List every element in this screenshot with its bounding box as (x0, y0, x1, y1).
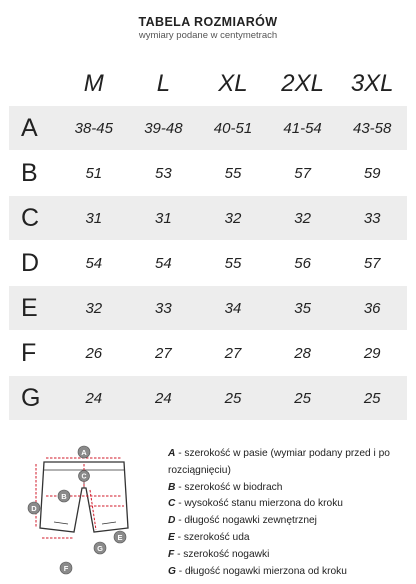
size-column-header: M (83, 70, 104, 97)
legend-text: - szerokość w biodrach (175, 481, 283, 493)
legend-letter: E (168, 531, 175, 543)
table-cell: 36 (363, 299, 381, 317)
table-cell: 32 (294, 209, 311, 227)
row-label: B (21, 158, 38, 187)
table-row (9, 106, 407, 150)
size-table (9, 62, 407, 421)
table-cell: 41-54 (283, 119, 322, 137)
legend-text: - wysokość stanu mierzona do kroku (175, 498, 343, 510)
legend-text: - szerokość nogawki (174, 548, 270, 560)
table-cell: 39-48 (144, 119, 183, 137)
table-cell: 54 (85, 254, 103, 272)
row-label: A (21, 113, 38, 142)
legend-text: - szerokość w pasie (wymiar podany przed i po rozciągnięciu) (168, 448, 390, 476)
svg-text:C: C (81, 473, 87, 481)
svg-text:D: D (31, 503, 37, 513)
row-label: F (21, 338, 37, 367)
table-cell: 32 (85, 299, 103, 317)
marker-c (79, 471, 90, 482)
size-column-header: XL (218, 70, 248, 97)
svg-text:A: A (81, 447, 87, 457)
table-cell: 33 (363, 209, 381, 227)
measurement-legend (168, 446, 408, 580)
shorts-measurement-diagram (24, 440, 144, 580)
table-cell: 28 (294, 344, 311, 362)
table-cell: 55 (224, 164, 242, 182)
legend-letter: A (168, 448, 176, 459)
table-cell: 40-51 (213, 119, 253, 137)
row-label: D (21, 248, 40, 277)
table-cell: 43-58 (352, 119, 392, 137)
svg-text:F: F (63, 563, 69, 573)
table-row (9, 241, 407, 285)
table-cell: 26 (85, 344, 103, 362)
legend-letter: B (168, 481, 176, 493)
table-cell: 24 (85, 389, 103, 407)
size-column-header: L (156, 70, 171, 97)
row-label: C (21, 203, 40, 232)
legend-text: - szerokość uda (174, 531, 250, 543)
size-column-header: 2XL (281, 70, 324, 97)
table-cell: 35 (294, 299, 311, 317)
table-cell: 24 (155, 389, 172, 407)
legend-item-g (168, 564, 408, 581)
marker-a (78, 446, 90, 458)
legend-letter: F (168, 548, 175, 560)
legend-text: - długość nogawki mierzona od kroku (175, 565, 347, 577)
marker-d (28, 502, 40, 514)
row-label: E (21, 293, 38, 322)
table-cell: 56 (294, 254, 311, 272)
legend-text: - długość nogawki zewnętrznej (175, 515, 317, 527)
legend-item-e (168, 530, 408, 547)
legend-letter: G (168, 565, 176, 577)
marker-e (114, 531, 126, 543)
table-row (9, 376, 407, 420)
row-label: G (21, 383, 41, 412)
legend-item-a (168, 446, 408, 480)
marker-g (94, 542, 106, 554)
svg-text:G: G (97, 543, 103, 553)
table-cell: 25 (224, 389, 242, 407)
legend-item-c (168, 496, 408, 513)
legend-item-b (168, 480, 408, 497)
size-column-header: 3XL (350, 70, 394, 97)
svg-text:E: E (117, 532, 123, 542)
page-subtitle: wymiary podane w centymetrach (138, 30, 278, 41)
table-cell: 57 (294, 164, 311, 182)
svg-text:B: B (61, 491, 67, 501)
table-cell: 31 (155, 209, 172, 227)
legend-letter: C (168, 498, 176, 510)
table-row (9, 196, 407, 240)
table-cell: 25 (294, 389, 311, 407)
table-cell: 31 (85, 209, 103, 227)
legend-item-d (168, 513, 408, 530)
page-title: TABELA ROZMIARÓW (138, 15, 278, 29)
table-cell: 51 (85, 164, 103, 182)
size-header-row (9, 62, 407, 106)
marker-f (60, 562, 72, 574)
table-cell: 25 (363, 389, 381, 407)
table-cell: 33 (155, 299, 172, 317)
table-cell: 38-45 (74, 119, 113, 137)
table-cell: 32 (224, 209, 242, 227)
table-cell: 59 (363, 164, 381, 182)
table-cell: 27 (155, 344, 172, 362)
marker-b (58, 490, 70, 502)
table-cell: 55 (224, 254, 242, 272)
legend-item-f (168, 547, 408, 564)
legend-letter: D (168, 515, 176, 527)
table-row (9, 286, 407, 330)
table-cell: 53 (155, 164, 172, 182)
table-row (9, 331, 407, 375)
chart-header (0, 15, 416, 41)
table-cell: 57 (363, 254, 381, 272)
table-cell: 54 (155, 254, 172, 272)
table-cell: 29 (363, 344, 381, 362)
table-cell: 27 (224, 344, 242, 362)
table-cell: 34 (224, 299, 242, 317)
table-row (9, 151, 407, 195)
